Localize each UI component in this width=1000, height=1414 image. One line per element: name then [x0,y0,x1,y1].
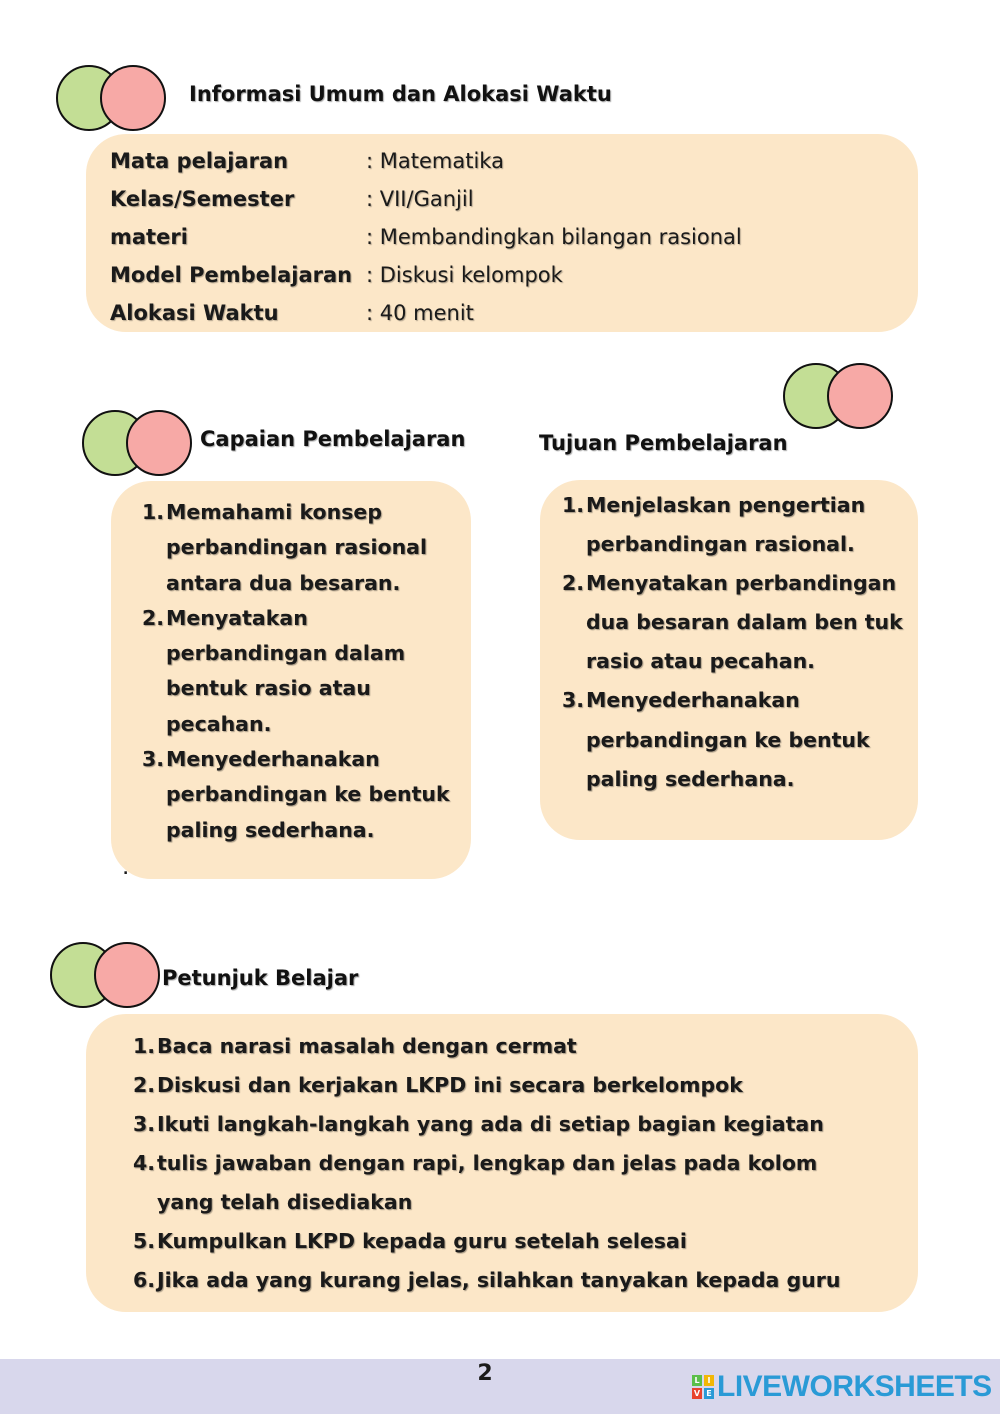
logo-tile-icon: I [704,1375,714,1386]
list-number: 3. [141,747,164,772]
list-line: bentuk rasio atau [166,676,371,701]
info-label: Alokasi Waktu [110,301,279,325]
info-row [110,256,742,294]
list-line: paling sederhana. [586,766,795,791]
list-item [111,601,471,742]
list-item [86,1105,918,1144]
info-value: : VII/Ganjil [366,187,474,211]
petunjuk-list [86,1027,918,1300]
info-value: : 40 menit [366,301,474,325]
list-line: Memahami konsep [166,500,382,524]
list-line: Ikuti langkah-langkah yang ada di setiap bagian kegiatan [157,1112,824,1136]
info-label: materi [110,225,188,249]
logo-tile-icon: L [692,1375,702,1386]
list-item [86,1144,918,1222]
tujuan-circles-icon [783,363,895,429]
capaian-box [111,481,471,879]
list-line: Menjelaskan pengertian [586,493,866,517]
list-number: 3. [561,688,584,713]
list-line: perbandingan rasional [166,535,428,560]
list-item [86,1261,918,1300]
pink-circle-icon [827,363,893,429]
petunjuk-circles-icon [50,942,162,1008]
list-line: perbandingan rasional. [586,532,855,557]
info-label: Kelas/Semester [110,187,295,211]
section-info-circles-icon [56,65,168,131]
pink-circle-icon [100,65,166,131]
logo-tile-icon: E [704,1388,714,1399]
list-line: Baca narasi masalah dengan cermat [157,1034,577,1058]
list-line: Menyederhanakan [586,688,800,713]
list-number: 2. [132,1073,155,1097]
info-row [110,142,742,180]
list-line: paling sederhana. [166,817,375,842]
list-item [540,564,918,681]
list-line: Menyatakan perbandingan [586,571,897,596]
capaian-heading: Capaian Pembelajaran [200,427,466,451]
list-number: 2. [141,605,164,630]
list-item [111,495,471,601]
list-line: perbandingan dalam [166,641,406,666]
list-number: 6. [132,1268,155,1292]
list-number: 4. [132,1151,155,1175]
list-line: pecahan. [166,711,272,736]
pink-circle-icon [94,942,160,1008]
tujuan-list [540,486,918,799]
info-value: : Matematika [366,149,504,173]
brand-name: LIVEWORKSHEETS [717,1370,992,1403]
petunjuk-heading: Petunjuk Belajar [162,966,359,990]
list-line: Menyatakan [166,605,308,630]
info-box [86,134,918,332]
petunjuk-box [86,1014,918,1312]
list-line: rasio atau pecahan. [586,649,815,674]
info-row [110,294,742,332]
list-line: tulis jawaban dengan rapi, lengkap dan jelas pada kolom [157,1151,818,1175]
info-value: : Diskusi kelompok [366,263,563,287]
info-label: Model Pembelajaran [110,263,353,287]
list-line: Kumpulkan LKPD kepada guru setelah selesai [157,1229,687,1253]
list-line: yang telah disediakan [157,1190,413,1214]
info-row [110,218,742,256]
tujuan-box [540,480,918,840]
liveworksheets-logo-icon [692,1375,714,1399]
info-label: Mata pelajaran [110,149,289,173]
info-row [110,180,742,218]
list-line: Diskusi dan kerjakan LKPD ini secara berkelompok [157,1073,743,1097]
list-line: antara dua besaran. [166,570,401,595]
info-value: : Membandingkan bilangan rasional [366,225,742,249]
stray-mark: . [123,862,129,878]
list-item [540,486,918,564]
list-item [111,742,471,848]
list-number: 5. [132,1229,155,1253]
info-heading: Informasi Umum dan Alokasi Waktu [189,82,612,106]
list-number: 3. [132,1112,155,1136]
list-item [86,1222,918,1261]
list-line: Menyederhanakan [166,747,380,772]
list-item [540,681,918,798]
liveworksheets-logo[interactable] [692,1369,992,1405]
list-item [86,1027,918,1066]
list-item [86,1066,918,1105]
list-number: 1. [561,493,584,517]
list-line: perbandingan ke bentuk [586,727,870,752]
page-number: 2 [477,1361,493,1386]
pink-circle-icon [126,410,192,476]
footer-bar [0,1359,1000,1414]
list-number: 1. [132,1034,155,1058]
list-number: 2. [561,571,584,596]
list-line: Jika ada yang kurang jelas, silahkan tanyakan kepada guru [157,1268,841,1292]
info-table [110,142,742,332]
capaian-circles-icon [82,410,194,476]
logo-tile-icon: V [693,1389,701,1398]
capaian-list [111,495,471,848]
list-line: perbandingan ke bentuk [166,782,450,807]
tujuan-heading: Tujuan Pembelajaran [539,431,788,455]
list-line: dua besaran dalam ben tuk [586,610,903,635]
list-number: 1. [141,500,164,524]
